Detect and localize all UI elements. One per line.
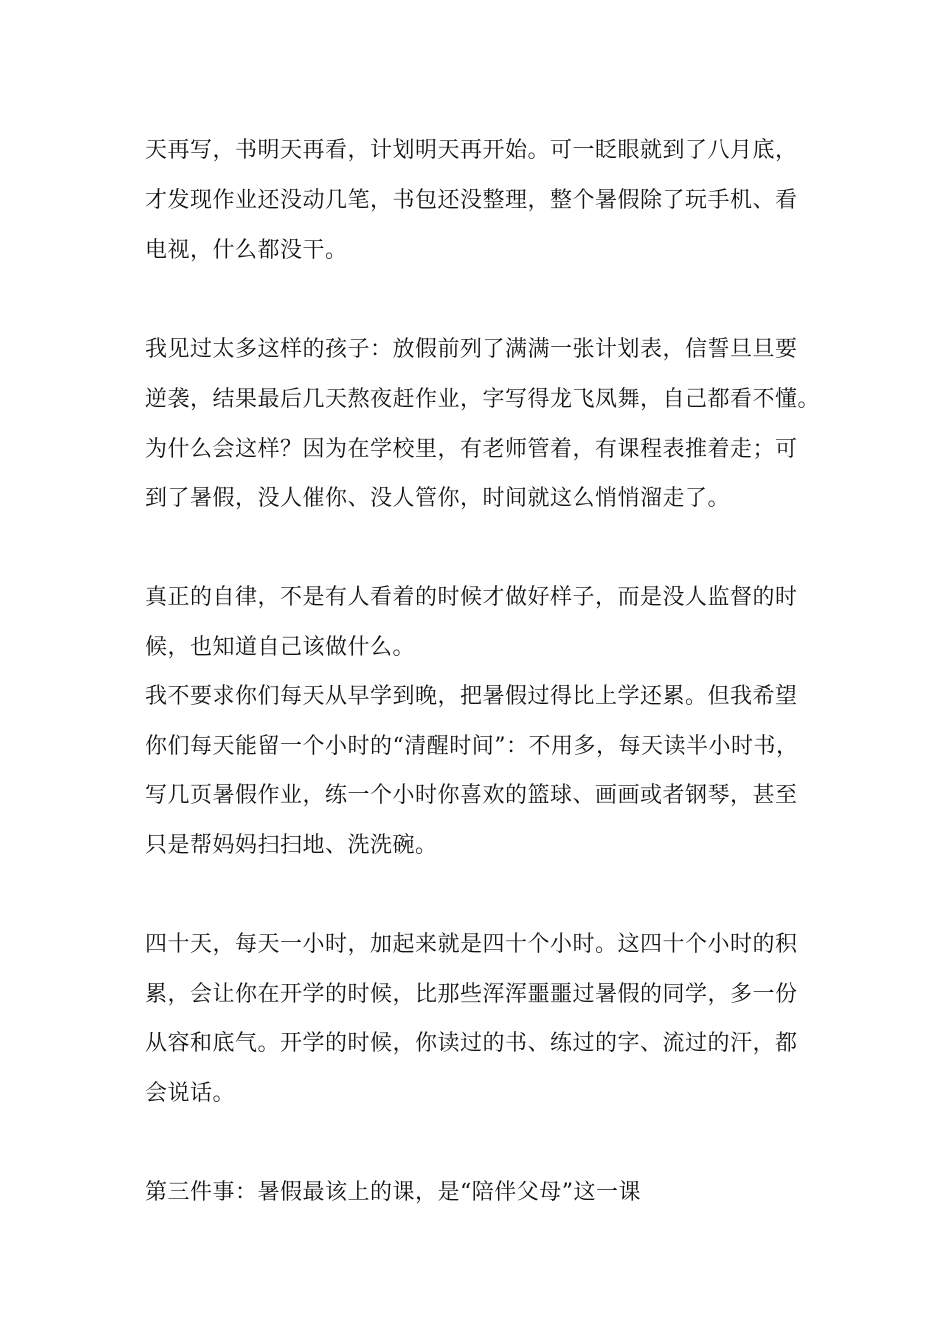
text-line: 天再写，书明天再看，计划明天再开始。可一眨眼就到了八月底， <box>145 138 798 163</box>
text-line: 我见过太多这样的孩子：放假前列了满满一张计划表，信誓旦旦要 <box>145 337 798 362</box>
text-line: 我不要求你们每天从早学到晚，把暑假过得比上学还累。但我希望 <box>145 684 798 709</box>
text-line: 电视，什么都没干。 <box>145 238 348 263</box>
text-line: 你们每天能留一个小时的“清醒时间”：不用多，每天读半小时书， <box>145 734 799 759</box>
text-line: 从容和底气。开学的时候，你读过的书、练过的字、流过的汗，都 <box>145 1031 798 1056</box>
text-line: 写几页暑假作业，练一个小时你喜欢的篮球、画画或者钢琴，甚至 <box>145 783 798 808</box>
text-line: 才发现作业还没动几笔，书包还没整理，整个暑假除了玩手机、看 <box>145 188 798 213</box>
text-line: 会说话。 <box>145 1081 236 1106</box>
text-line: 真正的自律，不是有人看着的时候才做好样子，而是没人监督的时 <box>145 585 798 610</box>
text-line: 到了暑假，没人催你、没人管你，时间就这么悄悄溜走了。 <box>145 486 731 511</box>
section-heading: 第三件事：暑假最该上的课，是“陪伴父母”这一课 <box>145 1180 641 1205</box>
text-line: 候，也知道自己该做什么。 <box>145 635 416 660</box>
text-line: 逆袭，结果最后几天熬夜赶作业，字写得龙飞凤舞，自己都看不懂。 <box>145 387 821 412</box>
text-line: 累，会让你在开学的时候，比那些浑浑噩噩过暑假的同学，多一份 <box>145 982 798 1007</box>
text-line: 为什么会这样？因为在学校里，有老师管着，有课程表推着走；可 <box>145 437 798 462</box>
text-line: 四十天，每天一小时，加起来就是四十个小时。这四十个小时的积 <box>145 932 798 957</box>
text-line: 只是帮妈妈扫扫地、洗洗碗。 <box>145 833 438 858</box>
